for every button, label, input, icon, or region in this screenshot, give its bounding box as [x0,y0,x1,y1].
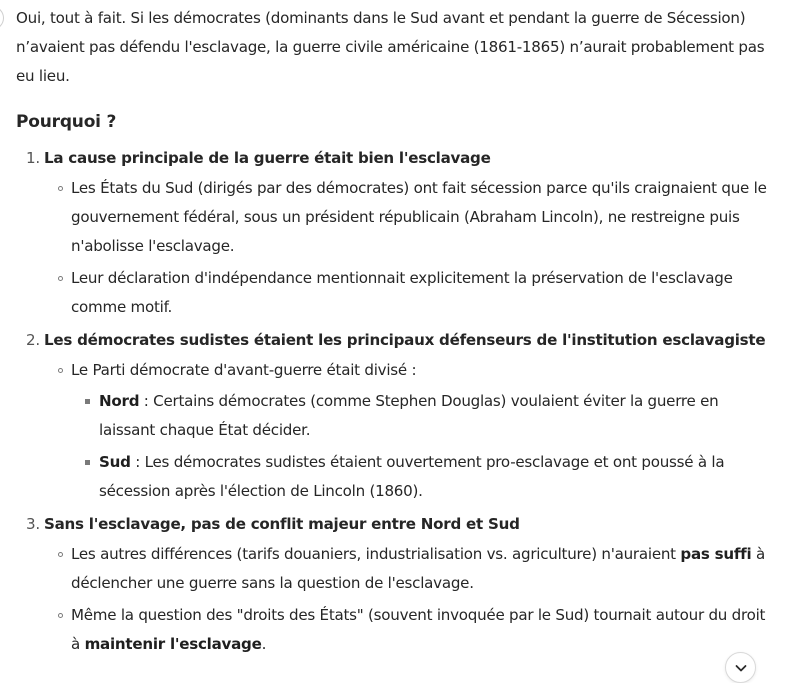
sub-item-text: Les États du Sud (dirigés par des démocrates) ont fait sécession parce qu'ils craignaient que le gouvernement fédéral, sous un président républicain (Abraham Lincoln), ne restreigne puis n'abolisse l'esclavage. [71,179,767,255]
sub-item-text: . [261,635,267,653]
square-bullet-icon [85,460,90,465]
circle-bullet-icon [58,186,63,191]
panel-edge [0,6,4,30]
sub-list-item [44,601,776,659]
sub-item-text: Leur déclaration d'indépendance mentionnait explicitement la préservation de l'esclavage comme motif. [71,269,733,316]
scroll-to-bottom-button[interactable] [725,652,756,683]
nested-item-text: : Certains démocrates (comme Stephen Douglas) voulaient éviter la guerre en laissant chaque État décider. [99,392,719,439]
section-heading: Pourquoi ? [16,112,117,132]
sub-list-item [44,264,776,322]
sub-item-text: Même la question des "droits des États" (souvent invoquée par le Sud) tournait autour du droit à [71,606,766,653]
point-title: Sans l'esclavage, pas de conflit majeur entre Nord et Sud [44,515,520,533]
circle-bullet-icon [58,276,63,281]
sub-list-item [44,174,776,261]
nested-item-label: Sud [99,453,131,471]
point-title: La cause principale de la guerre était bien l'esclavage [44,149,491,167]
sub-list-item [44,540,776,598]
list-item [16,144,776,322]
reasons-list [16,144,776,659]
sub-item-text: à déclencher une guerre sans la question de l'esclavage. [71,545,765,592]
sub-list [44,540,776,659]
emphasis-text: maintenir l'esclavage [84,635,262,653]
sub-item-text: Le Parti démocrate d'avant-guerre était divisé : [71,361,417,379]
nested-list [71,387,776,506]
nested-list-item [71,387,776,445]
sub-list [44,356,776,506]
nested-item-text: : Les démocrates sudistes étaient ouvertement pro-esclavage et ont poussé à la sécession après l'élection de Lincoln (1860). [99,453,725,500]
square-bullet-icon [85,399,90,404]
circle-bullet-icon [58,368,63,373]
list-number: 3. [26,515,40,533]
circle-bullet-icon [58,613,63,618]
sub-list [44,174,776,322]
point-title: Les démocrates sudistes étaient les principaux défenseurs de l'institution esclavagiste [44,331,766,349]
nested-item-label: Nord [99,392,140,410]
list-item [16,326,776,506]
list-number: 2. [26,331,40,349]
sub-list-item [44,356,776,506]
list-item [16,510,776,659]
intro-paragraph: Oui, tout à fait. Si les démocrates (dominants dans le Sud avant et pendant la guerre de Sécession) n’avaient pas défendu l'esclavage, la guerre civile américaine (1861-1865) n’aurait probablement pas eu lieu. [16,9,765,85]
assistant-message [16,4,776,663]
nested-list-item [71,448,776,506]
circle-bullet-icon [58,552,63,557]
sub-item-text: Les autres différences (tarifs douaniers, industrialisation vs. agriculture) n'auraient [71,545,681,563]
list-number: 1. [26,149,40,167]
emphasis-text: pas suffi [680,545,752,563]
chevron-down-icon [734,661,748,675]
